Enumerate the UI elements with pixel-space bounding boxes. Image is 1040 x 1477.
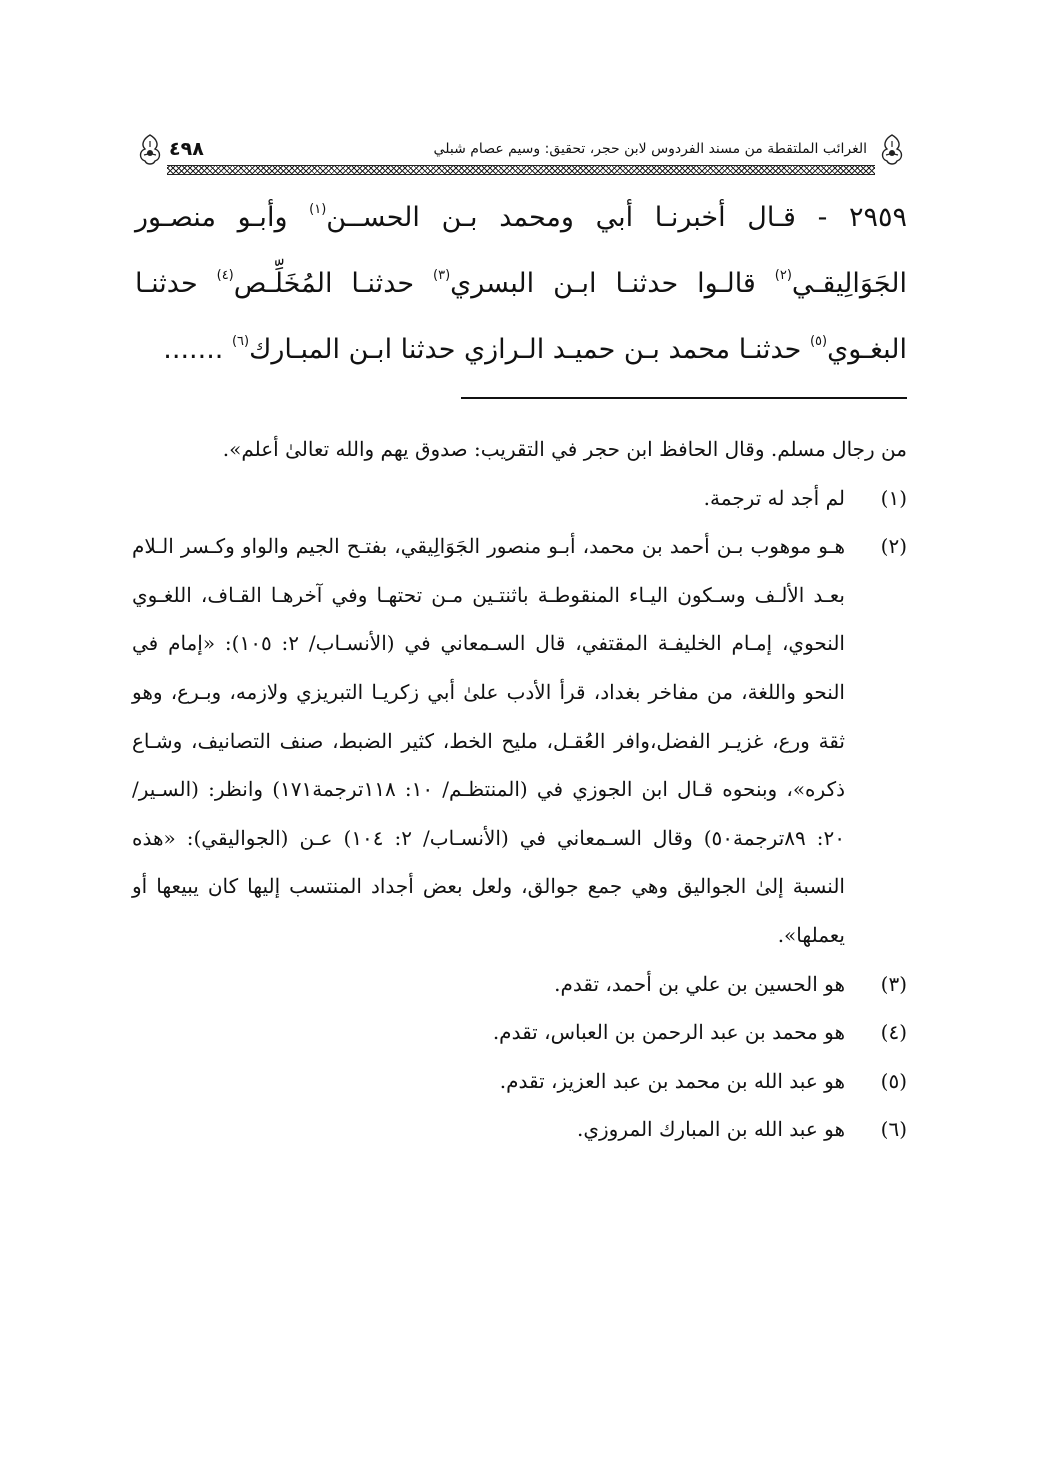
hadith-segment: وأبـو منصـور الجَوَالِيقـي bbox=[135, 202, 907, 299]
footnote-number: (٣) bbox=[880, 971, 907, 996]
header-rule bbox=[167, 165, 875, 175]
footnote-separator bbox=[461, 397, 907, 399]
footnote-2 bbox=[132, 522, 907, 959]
hadith-text bbox=[135, 185, 907, 383]
footnote-continuation: من رجال مسلم. وقال الحافظ ابن حجر في التقريب: صدوق يهم والله تعالىٰ أعلم». bbox=[222, 437, 907, 461]
hadith-segment: قالـوا حدثنـا ابـن البسري bbox=[450, 268, 775, 299]
floral-ornament-icon bbox=[135, 133, 165, 167]
footnote-text: هو عبد الله بن محمد بن عبد العزيز، تقدم. bbox=[499, 1068, 845, 1093]
page-header bbox=[135, 131, 907, 177]
footnote-number: (٥) bbox=[880, 1068, 907, 1093]
footnote-1 bbox=[132, 474, 907, 523]
ellipsis: ....... bbox=[163, 334, 232, 365]
footnote-text: لم أجد له ترجمة. bbox=[703, 485, 845, 510]
footnote-4 bbox=[132, 1008, 907, 1057]
floral-ornament-icon bbox=[877, 133, 907, 167]
footnote-number: (١) bbox=[880, 485, 907, 510]
running-title: الغرائب الملتقطة من مسند الفردوس لابن حجر، تحقيق: وسيم عصام شبلي bbox=[433, 141, 867, 157]
footnote-6 bbox=[132, 1105, 907, 1154]
hadith-number: ٢٩٥٩ bbox=[849, 202, 908, 233]
footnote-ref[interactable]: (٤) bbox=[216, 268, 234, 283]
footnote-number: (٢) bbox=[880, 534, 907, 559]
hadith-segment: - قـال أخبرنـا أبي ومحمد بـن الحســن bbox=[326, 202, 849, 233]
footnote-ref[interactable]: (٣) bbox=[433, 268, 451, 283]
hadith-segment: حدثنـا البغـوي bbox=[135, 268, 907, 365]
footnote-text: هـو موهوب بـن أحمد بن محمد، أبـو منصور الجَوَالِيقي، بفتـح الجيم والواو وكـسر الـلام بعـد الألـف وسـكون اليـاء المنقوطـة باثنتـين مـن تحتهـا وفي آخرهـا القـاف، اللغـوي النحوي، إمـام الخليفـة المقتفي، قال السـمعاني في (الأنسـاب/ ٢: ١٠٥): «إمام في النحو واللغة، من مفاخر بغداد، قرأ الأدب علىٰ أبي زكريـا التبريزي ولازمه، وبـرع، وهو ثقة ورع، غزيـر الفضل،وافر العُقـل، مليح الخط، كثير الضبط، صنف التصانيف، وشـاع ذكره»، وبنحوه قـال ابن الجوزي في (المنتظـم/ ١٠: ١١٨ترجمة١٧١) وانظر: (السـير/ ٢٠: ٨٩ترجمة٥٠) وقال السـمعاني في (الأنسـاب/ ٢: ١٠٤) عـن (الجواليقي): «هذه النسبة إلىٰ الجواليق وهي جمع جوالق، ولعل بعض أجداد المنتسب إليها كان يبيعها أو يعملها». bbox=[132, 534, 846, 947]
footnote-text: هو محمد بن عبد الرحمن بن العباس، تقدم. bbox=[492, 1020, 845, 1045]
header-text-row bbox=[169, 137, 867, 161]
footnote-5 bbox=[132, 1057, 907, 1106]
footnote-number: (٦) bbox=[880, 1117, 907, 1142]
footnote-ref[interactable]: (٢) bbox=[774, 268, 792, 283]
footnote-number: (٤) bbox=[880, 1020, 907, 1045]
hadith-segment: حدثنـا محمد بـن حميـد الـرازي حدثنا ابـن المبـارك bbox=[249, 334, 810, 365]
footnote-text: هو الحسين بن علي بن أحمد، تقدم. bbox=[554, 971, 845, 996]
hadith-segment: حدثنـا المُخَلِّـص bbox=[233, 268, 433, 299]
footnote-ref[interactable]: (١) bbox=[309, 202, 327, 217]
page-number: ٤٩٨ bbox=[169, 138, 204, 160]
footnotes bbox=[132, 425, 907, 1154]
footnote-ref[interactable]: (٥) bbox=[809, 334, 828, 349]
footnote-3 bbox=[132, 960, 907, 1009]
footnote-ref[interactable]: (٦) bbox=[231, 334, 250, 349]
footnote-text: هو عبد الله بن المبارك المروزي. bbox=[577, 1117, 845, 1142]
